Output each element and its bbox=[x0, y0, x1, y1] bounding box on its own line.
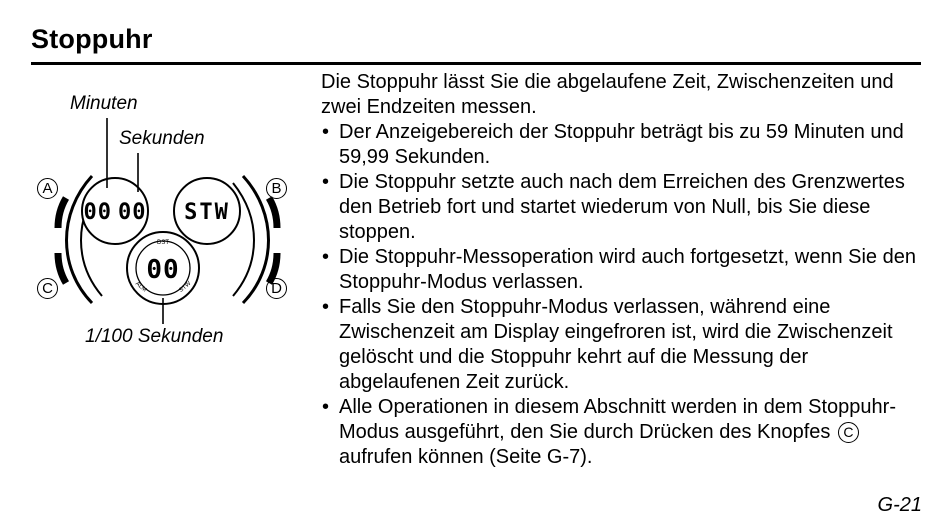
pusher-c bbox=[58, 253, 66, 283]
button-a-marker: A bbox=[37, 178, 58, 199]
mode-display: STW bbox=[184, 200, 230, 225]
list-item: • Falls Sie den Stoppuhr-Modus verlassen, während eine Zwischenzeit am Display eingefroren ist, wird die Zwischenzeit gelöscht und die Stoppuhr kehrt auf die Messung der abgelaufenen Zeit zurück. bbox=[322, 296, 893, 393]
bezel-label-left: ALM bbox=[133, 280, 148, 294]
body-text bbox=[321, 70, 921, 470]
page-title: Stoppuhr bbox=[31, 24, 153, 54]
bezel-label-top: DST bbox=[157, 240, 169, 246]
page-number: G-21 bbox=[877, 494, 922, 516]
title-rule bbox=[31, 62, 921, 65]
seconds-label: Sekunden bbox=[119, 128, 205, 149]
list-item: • Die Stoppuhr-Messoperation wird auch fortgesetzt, wenn Sie den Stoppuhr-Modus verlassen. bbox=[322, 246, 916, 293]
intro-paragraph: Die Stoppuhr lässt Sie die abgelaufene Zeit, Zwischenzeiten und zwei Endzeiten messen. bbox=[321, 71, 894, 118]
button-c-marker: C bbox=[37, 278, 58, 299]
button-d-marker: D bbox=[266, 278, 287, 299]
bullet-dot: • bbox=[322, 246, 330, 268]
pusher-a bbox=[58, 198, 66, 228]
watch-figure bbox=[30, 88, 305, 358]
list-item: • Die Stoppuhr setzte auch nach dem Erreichen des Grenzwertes den Betrieb fort und startet wiederum von Null, bis Sie diese stoppen. bbox=[322, 171, 905, 243]
case-right-outer bbox=[243, 176, 269, 303]
minutes-seconds-display: 00 00 bbox=[83, 200, 147, 225]
bullet-dot: • bbox=[322, 121, 330, 143]
hundredths-display: 00 bbox=[146, 255, 180, 285]
bullet-list bbox=[321, 120, 921, 470]
list-item: • Der Anzeigebereich der Stoppuhr beträgt bis zu 59 Minuten und 59,99 Sekunden. bbox=[322, 121, 904, 168]
minutes-label: Minuten bbox=[70, 93, 138, 114]
hundredths-label: 1/100 Sekunden bbox=[85, 326, 224, 347]
bullet-dot: • bbox=[322, 396, 330, 418]
button-c-reference: C bbox=[838, 422, 859, 443]
list-item: • Alle Operationen in diesem Abschnitt werden in dem Stoppuhr-Modus ausgeführt, den Sie durch Drücken des Knopfes C aufrufen können (Seite G-7). bbox=[322, 396, 896, 468]
pusher-b bbox=[269, 198, 277, 228]
bullet-dot: • bbox=[322, 171, 330, 193]
button-b-marker: B bbox=[266, 178, 287, 199]
bezel-label-right: STW bbox=[178, 280, 193, 294]
bullet-dot: • bbox=[322, 296, 330, 318]
